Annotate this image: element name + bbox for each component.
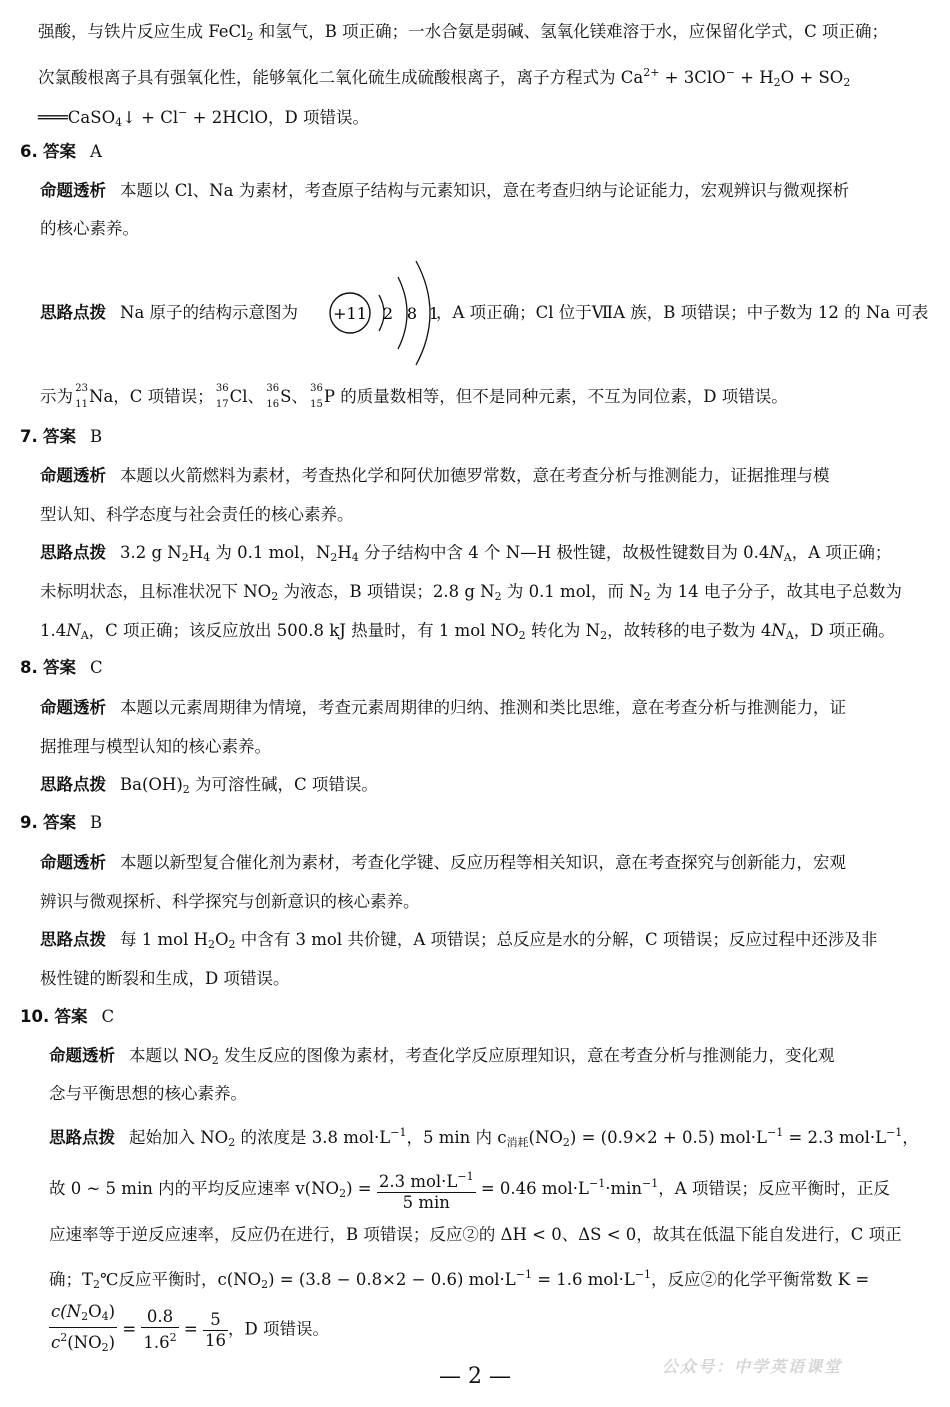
q9-answer: 9. 答案 B	[20, 813, 103, 832]
watermark: 公众号：中学英语课堂	[662, 1357, 843, 1376]
rate-fraction: $\frac{2.3 mol\cdot L^{-1}}{5 \min}$	[377, 1167, 476, 1213]
q6-hint-line-1-cont: ，A 项正确；Cl 位于ⅦA 族，B 项错误；中子数为 12 的 Na 可表	[436, 303, 929, 322]
q10-hint-line-5: $\frac{c(N_2O_4)}{c^2(NO_2)}$ = $\frac{0.8}{1.6^2}$ = $\frac{5}{16}$ ，D 项错误。	[49, 1302, 329, 1358]
intro-line-3: ═══CaSO$_4$↓ + Cl− + 2HClO，D 项错误。	[38, 106, 369, 129]
nucleus-charge: +11	[333, 304, 367, 323]
q10-topic-line-2: 念与平衡思想的核心素养。	[49, 1084, 247, 1103]
equilibrium-constant-fraction: $\frac{c(N_2O_4)}{c^2(NO_2)}$	[51, 1302, 116, 1354]
shell-2-count: 8	[406, 304, 418, 323]
q9-topic-line-1: 命题透析 本题以新型复合催化剂为素材，考查化学键、反应历程等相关知识，意在考查探究与创新能力，宏观	[40, 853, 846, 872]
page-number: — 2 —	[439, 1364, 511, 1389]
electron-shell-2-arc	[398, 277, 407, 349]
q7-answer: 7. 答案 B	[20, 427, 103, 446]
q6-hint-line-1: 思路点拨 Na 原子的结构示意图为	[40, 303, 299, 322]
q10-hint-line-4: 确；$T_2℃$反应平衡时，$c(NO_2) = (3.8 - 0.8\times 2 - 0.6) mol\cdot L^{-1} = 1.6$ $mol\cdot L^{-1}$，反应②的化学平衡常数 K =	[49, 1268, 870, 1291]
q6-topic-line-2: 的核心素养。	[40, 219, 139, 238]
q7-hint-line-2: 未标明状态，且标准状况下 $NO_2$ 为液态，B 项错误；2.8 g $N_2$ 为 0.1 mol，而 $N_2$ 为 14 电子分子，故其电子总数为	[40, 582, 902, 603]
q8-topic-line-2: 据推理与模型认知的核心素养。	[40, 737, 271, 756]
q8-topic-line-1: 命题透析 本题以元素周期律为情境，考查元素周期律的归纳、推测和类比思维，意在考查分析与推测能力，证	[40, 698, 846, 717]
shell-3-count: 1	[428, 304, 440, 323]
q9-topic-line-2: 辨识与微观探析、科学探究与创新意识的核心素养。	[40, 892, 420, 911]
q10-hint-line-2: 故 0 ~ 5 min 内的平均反应速率 $v(NO_2)$ = $\frac{2.3 mol\cdot L^{-1}}{5 \min}$ = 0.46 $mol\cdot L^{-1}\cdot\min^{-1}$，A 项错误；反应平衡时，正反	[49, 1162, 890, 1216]
shell-1-count: 2	[382, 304, 394, 323]
q8-hint-line-1: 思路点拨 $Ba(OH)_2$ 为可溶性碱，C 项错误。	[40, 775, 378, 796]
sodium-atom-diagram	[326, 257, 438, 369]
q10-hint-line-1: 思路点拨 起始加入 $NO_2$ 的浓度是 3.8 $mol\cdot L^{-1}$，5 min 内 $c_{消耗}(NO_2) = (0.9\times 2 + 0.5) mol\cdot L^{-1} = 2.3$ $mol\cdot L^{-1}$，	[49, 1126, 919, 1149]
q6-hint-line-2: 示为 23 11 Na，C 项错误； 36 17 Cl、 36 16 S、 36 15 P 的质量数相等，但不是同种元素，不互为同位素，D 项错误。	[40, 383, 788, 410]
q9-hint-line-1: 思路点拨 每 1 mol $H_2O_2$ 中含有 3 mol 共价键，A 项错误；总反应是水的分解，C 项错误；反应过程中还涉及非	[40, 930, 878, 951]
electron-shell-3-arc	[416, 261, 430, 365]
q10-hint-line-3: 应速率等于逆反应速率，反应仍在进行，B 项错误；反应②的 ΔH < 0、ΔS < 0，故其在低温下能自发进行，C 项正	[49, 1225, 902, 1244]
q7-hint-line-1: 思路点拨 3.2 g $N_2H_4$ 为 0.1 mol，$N_2H_4$ 分子结构中含 4 个 N—H 极性键，故极性键数目为 $0.4N_A$，A 项正确；	[40, 543, 892, 564]
q7-topic-line-2: 型认知、科学态度与社会责任的核心素养。	[40, 505, 354, 524]
q10-topic-line-1: 命题透析 本题以 $NO_2$ 发生反应的图像为素材，考查化学反应原理知识，意在考查分析与推测能力，变化观	[49, 1046, 835, 1067]
q8-answer: 8. 答案 C	[20, 658, 103, 677]
q9-hint-line-2: 极性键的断裂和生成，D 项错误。	[40, 969, 290, 988]
result-fraction: $\frac{5}{16}$	[205, 1309, 226, 1350]
q10-answer: 10. 答案 C	[20, 1007, 115, 1026]
q6-topic-line-1: 命题透析 本题以 Cl、Na 为素材，考查原子结构与元素知识，意在考查归纳与论证能力，宏观辨识与微观探析	[40, 181, 850, 200]
q6-answer: 6. 答案 A	[20, 142, 102, 161]
q7-hint-line-3: $1.4N_A$，C 项正确；该反应放出 500.8 kJ 热量时，有 1 mol $NO_2$ 转化为 $N_2$，故转移的电子数为 $4N_A$，D 项正确。	[40, 621, 895, 642]
q7-topic-line-1: 命题透析 本题以火箭燃料为素材，考查热化学和阿伏加德罗常数，意在考查分析与推测能力，证据推理与模	[40, 466, 830, 485]
intro-line-2: 次氯酸根离子具有强氧化性，能够氧化二氧化硫生成硫酸根离子，离子方程式为 $Ca^{2+} + 3ClO^- + H_2O + SO_2$	[38, 66, 851, 89]
intro-line-1: 强酸，与铁片反应生成 FeCl$_2$ 和氢气，B 项正确；一水合氨是弱碱、氢氧化镁难溶于水，应保留化学式，C 项正确；	[38, 22, 888, 43]
value-fraction: $\frac{0.8}{1.6^2}$	[143, 1307, 177, 1352]
